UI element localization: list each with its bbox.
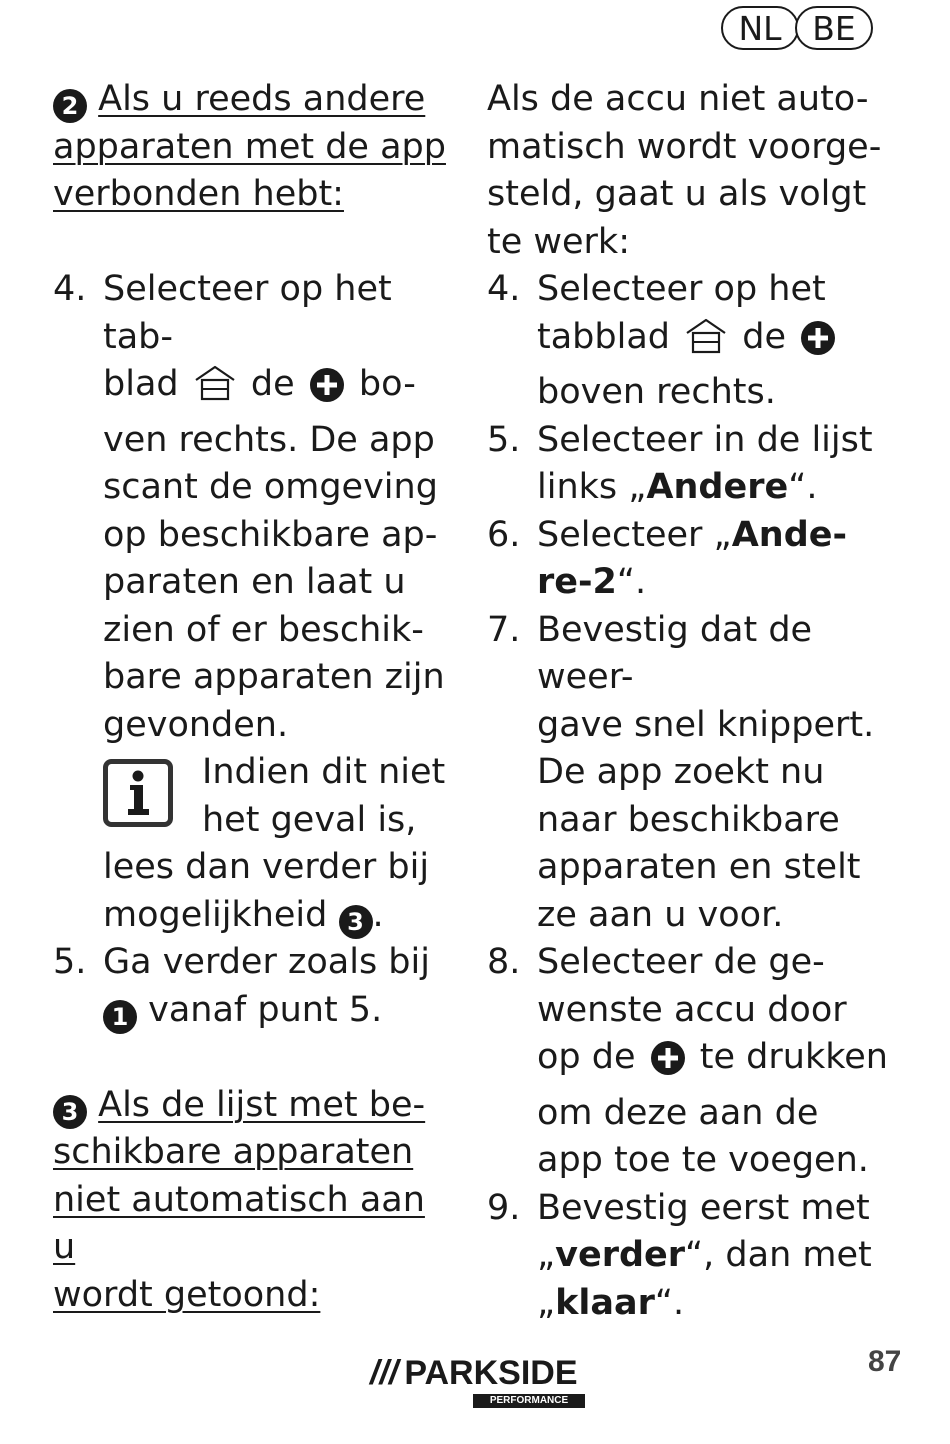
step-text: „	[537, 1282, 556, 1323]
step-text-line: naar beschikbare	[537, 799, 840, 840]
step-text: vanaf punt 5.	[148, 989, 383, 1030]
plus-circle-icon	[800, 320, 836, 370]
step-text-line: Bevestig dat de weer-	[537, 609, 813, 697]
step-text-line: lees dan verder bij	[103, 847, 430, 887]
home-tab-icon	[684, 316, 728, 370]
step-number: 4.	[487, 269, 521, 309]
step-text: Selecteer „	[537, 514, 732, 555]
info-note	[103, 749, 453, 844]
step-text-line: wenste accu door	[537, 989, 847, 1030]
step-text: .	[372, 894, 384, 935]
section-3-marker: 3	[53, 1095, 87, 1129]
left-column	[53, 76, 453, 1319]
step-number: 6.	[487, 514, 521, 555]
parkside-logo	[370, 1353, 590, 1411]
right-step-4	[487, 266, 897, 417]
emphasis-text: klaar	[555, 1282, 655, 1323]
emphasis-text: Andere	[646, 467, 789, 507]
home-tab-icon	[193, 363, 237, 417]
right-step-6	[487, 512, 897, 607]
step-text-line: apparaten en stelt	[537, 847, 861, 887]
section-3-heading-line-2: schikbare apparaten	[53, 1132, 414, 1172]
lang-badge-be: BE	[795, 6, 873, 50]
section-3-heading	[53, 1082, 453, 1320]
step-text-line: app toe te voegen.	[537, 1140, 869, 1180]
intro-text-line: Als de accu niet auto-	[487, 79, 869, 119]
step-text: “.	[788, 467, 818, 507]
right-step-9	[487, 1185, 897, 1328]
step-text: “.	[654, 1282, 685, 1323]
step-number: 8.	[487, 942, 521, 982]
step-text-line: ven rechts. De app	[103, 419, 435, 460]
step-number: 5.	[53, 942, 87, 982]
step-number: 7.	[487, 609, 521, 650]
step-text-line: gave snel knippert.	[537, 704, 875, 745]
step-text-line: Ga verder zoals bij	[103, 942, 430, 982]
step-text: blad	[103, 364, 179, 404]
step-text: bo-	[358, 364, 416, 404]
lang-badge-nl: NL	[721, 6, 799, 50]
section-2-heading-line-3: verbonden hebt:	[53, 174, 344, 214]
step-text-line: scant de omgeving	[103, 467, 438, 507]
section-2-marker: 2	[53, 89, 87, 123]
step-text-line: paraten en laat u	[103, 562, 406, 602]
plus-circle-icon	[309, 367, 345, 417]
step-text: „	[537, 1235, 556, 1275]
step-text: de	[742, 316, 787, 357]
step-text-line: gevonden.	[103, 704, 289, 745]
info-icon	[103, 759, 173, 841]
section-2-heading	[53, 76, 453, 219]
step-text: “.	[616, 562, 647, 602]
step-text-line: ze aan u voor.	[537, 894, 784, 935]
section-3-heading-line-1: Als de lijst met be-	[98, 1084, 426, 1125]
section-3-heading-line-4: wordt getoond:	[53, 1274, 321, 1315]
intro-text-line: te werk:	[487, 221, 630, 262]
step-number: 9.	[487, 1187, 521, 1228]
info-text-line: het geval is,	[202, 799, 417, 840]
step-text: “, dan met	[685, 1235, 872, 1275]
step-text-line: Selecteer de ge-	[537, 942, 825, 982]
step-text-line: zien of er beschik-	[103, 609, 424, 650]
intro-text-line: steld, gaat u als volgt	[487, 174, 867, 214]
step-text: mogelijkheid	[103, 894, 328, 935]
emphasis-text: re-2	[537, 562, 617, 602]
left-step-4	[53, 266, 453, 939]
step-text-line: bare apparaten zijn	[103, 657, 445, 697]
step-text-line: om deze aan de	[537, 1092, 819, 1133]
step-text-line: Bevestig eerst met	[537, 1187, 870, 1228]
logo-sub-label: PERFORMANCE	[473, 1394, 585, 1408]
step-text: de	[250, 364, 295, 404]
plus-circle-icon	[650, 1040, 686, 1090]
step-number: 4.	[53, 269, 87, 309]
step-text-line: Selecteer op het	[537, 269, 826, 309]
step-text-line: op beschikbare ap-	[103, 514, 438, 555]
step-text-line: Selecteer in de lijst	[537, 419, 873, 460]
section-1-ref-marker: 1	[103, 1000, 137, 1034]
section-2-heading-line-2: apparaten met de app	[53, 126, 446, 167]
right-column	[487, 76, 897, 1327]
page-number: 87	[868, 1345, 902, 1378]
right-step-8	[487, 939, 897, 1185]
emphasis-text: verder	[555, 1235, 686, 1275]
section-2-heading-line-1: Als u reeds andere	[98, 79, 426, 119]
info-text-line: Indien dit niet	[202, 752, 446, 792]
language-badges	[721, 6, 873, 50]
logo-slashes: ///	[370, 1354, 399, 1392]
step-text-line: boven rechts.	[537, 372, 776, 412]
step-text: tabblad	[537, 316, 670, 357]
step-text: op de	[537, 1037, 636, 1077]
step-text-line: De app zoekt nu	[537, 752, 825, 792]
right-step-7	[487, 607, 897, 940]
step-text: links „	[537, 467, 647, 507]
logo-brand: PARKSIDE	[404, 1354, 578, 1392]
step-number: 5.	[487, 419, 521, 460]
right-step-5	[487, 417, 897, 512]
intro-text-line: matisch wordt voorge-	[487, 126, 882, 167]
left-step-5	[53, 939, 453, 1034]
step-text: te drukken	[699, 1037, 888, 1077]
step-text-line: Selecteer op het tab-	[103, 269, 392, 357]
section-3-heading-line-3: niet automatisch aan u	[53, 1179, 425, 1267]
section-3-ref-marker: 3	[339, 905, 373, 939]
emphasis-text: Ande-	[731, 514, 848, 555]
